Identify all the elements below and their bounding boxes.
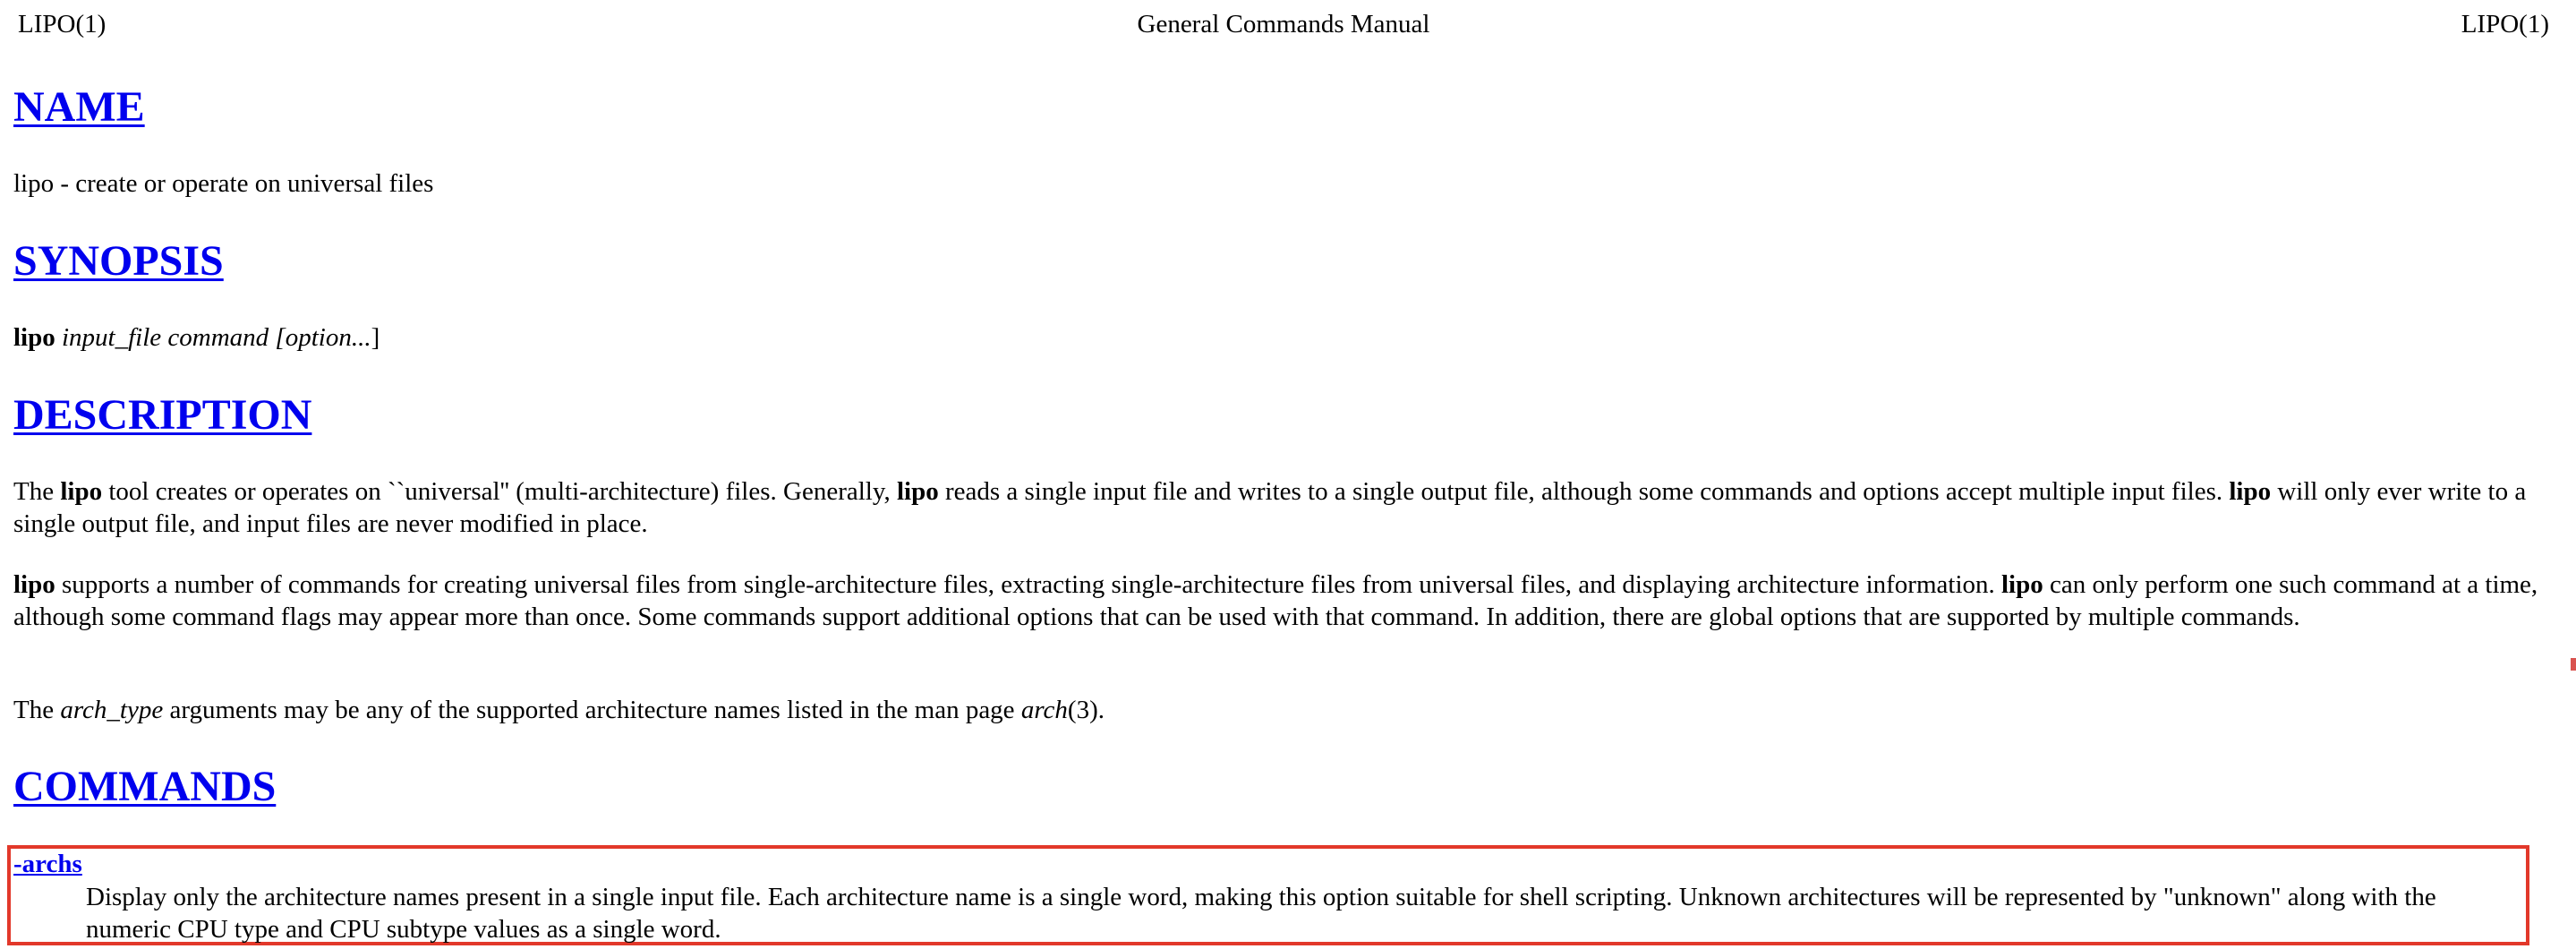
command-term	[13, 848, 82, 880]
header-center: General Commands Manual	[1137, 10, 1430, 38]
command-description: Display only the architecture names present in a single input file. Each architecture name is a single word, making this option suitable for shell scripting. Unknown architectures will be represented by "unknown" along with the numeric CPU type and CPU subtype values as a single word.	[86, 883, 2436, 944]
lipo-bold: lipo	[60, 477, 103, 506]
header-left: LIPO(1)	[18, 10, 107, 38]
header-right: LIPO(1)	[2461, 10, 2549, 38]
synopsis-heading	[13, 236, 224, 286]
arch-italic: arch	[1020, 696, 1068, 724]
text-run: arguments may be any of the supported architecture names listed in the man page	[163, 696, 1021, 724]
description-paragraph-1	[13, 475, 2558, 540]
text-run: reads a single input file and writes to a single output file, although some commands and options accept multiple input files.	[938, 477, 2230, 506]
text-run: supports a number of commands for creating universal files from single-architecture files, extracting single-architecture files from universal files, and displaying architecture information.	[55, 570, 2001, 599]
lipo-bold: lipo	[896, 477, 939, 506]
name-heading-link[interactable]: NAME	[13, 83, 145, 131]
arch-type-italic: arch_type	[60, 696, 164, 724]
scrollbar-marker	[2571, 658, 2576, 671]
lipo-bold: lipo	[13, 570, 55, 599]
text-run: tool creates or operates on ``universal'' (multi-architecture) files. Generally,	[102, 477, 897, 506]
text-run: will only ever write to a single output file, and input files are never modified in place.	[13, 477, 2527, 538]
text-run: (3).	[1067, 696, 1105, 724]
archs-option-link[interactable]: -archs	[13, 850, 82, 878]
synopsis-command: lipo	[13, 323, 55, 352]
name-text: lipo - create or operate on universal files	[13, 169, 434, 198]
synopsis-close: ]	[371, 323, 380, 352]
synopsis-args: input_file command [option	[62, 323, 352, 352]
commands-heading	[13, 762, 276, 812]
name-heading	[13, 82, 145, 133]
description-heading-link[interactable]: DESCRIPTION	[13, 391, 312, 439]
text-run: can only perform one such command at a time, although some command flags may appear more than once. Some commands support additional options that can be used with that command. In addition, there are global options that are supported by multiple commands.	[13, 570, 2538, 631]
lipo-bold: lipo	[2001, 570, 2043, 599]
synopsis-text	[13, 321, 2558, 354]
text-run: The	[13, 477, 61, 506]
synopsis-ellipsis: ...	[351, 323, 371, 352]
page-header	[18, 8, 2549, 40]
lipo-bold: lipo	[2229, 477, 2272, 506]
synopsis-heading-link[interactable]: SYNOPSIS	[13, 237, 224, 285]
description-paragraph-2	[13, 569, 2558, 633]
description-heading	[13, 390, 311, 440]
description-paragraph-3	[13, 694, 2558, 726]
text-run: The	[13, 696, 61, 724]
commands-heading-link[interactable]: COMMANDS	[13, 763, 277, 810]
